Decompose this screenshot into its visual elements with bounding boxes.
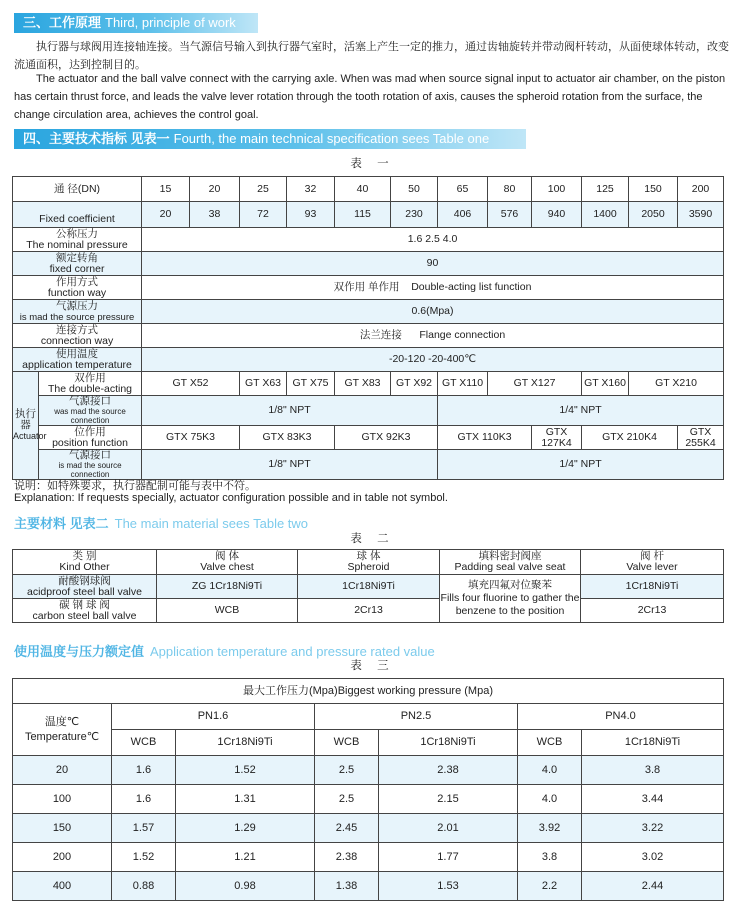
label-en: is mad the source pressure — [19, 311, 135, 323]
dn-value: 125 — [582, 177, 629, 202]
source-connection-value-a: 1/8" NPT — [142, 396, 438, 426]
carbon-steel-row — [13, 599, 724, 623]
pn-group-header: PN4.0 — [518, 704, 724, 730]
double-acting-row — [13, 372, 724, 396]
seat-zh: 填充四氟对位聚苯 — [468, 579, 552, 591]
label-en: is mad the source connection — [58, 461, 122, 479]
pressure-cell: 1.6 — [112, 785, 176, 814]
table-row — [13, 872, 724, 901]
pressure-cell: 3.22 — [582, 814, 724, 843]
position-function-model: GTX 92K3 — [335, 426, 438, 450]
section-3-title-zh: 三、工作原理 — [23, 15, 102, 30]
pressure-cell: 3.92 — [518, 814, 582, 843]
double-acting-model: GT X92 — [391, 372, 438, 396]
position-function-model: GTX 110K3 — [438, 426, 532, 450]
function-way-label — [13, 276, 142, 300]
pressure-cell: 4.0 — [518, 756, 582, 785]
temperature-header — [13, 704, 112, 756]
double-acting-model: GT X160 — [582, 372, 629, 396]
main-material-table — [12, 549, 724, 623]
material-subheader-row — [13, 730, 724, 756]
label-en: The nominal pressure — [26, 238, 128, 251]
fixed-corner-row — [13, 252, 724, 276]
nominal-pressure-label — [13, 228, 142, 252]
temperature-cell: 400 — [13, 872, 112, 901]
fc-value: 3590 — [678, 202, 724, 228]
label-en: Actuator — [13, 431, 47, 441]
pressure-cell: 2.38 — [315, 843, 379, 872]
table-3-caption: 表 三 — [350, 660, 395, 672]
double-acting-model: GT X63 — [240, 372, 287, 396]
dn-value: 15 — [142, 177, 190, 202]
fc-value: 2050 — [629, 202, 678, 228]
pressure-cell: 3.8 — [582, 756, 724, 785]
pressure-cell: 1.31 — [176, 785, 315, 814]
temperature-cell: 100 — [13, 785, 112, 814]
position-function-row — [13, 426, 724, 450]
dn-value: 150 — [629, 177, 678, 202]
nominal-pressure-value: 1.6 2.5 4.0 — [142, 228, 724, 252]
value-zh: 法兰连接 — [359, 329, 402, 341]
value-en: Double-acting list function — [411, 281, 532, 293]
header-en: Kind Other — [59, 561, 110, 573]
value-en: Flange connection — [419, 329, 506, 341]
nominal-pressure-row — [13, 228, 724, 252]
header-zh: 阀 体 — [215, 550, 239, 562]
acidproof-spheroid: 1Cr18Ni9Ti — [298, 575, 440, 599]
pressure-cell: 1.77 — [379, 843, 518, 872]
source-pressure-label — [13, 300, 142, 324]
temperature-title-en: Application temperature and pressure rated value — [150, 644, 435, 659]
label-en: application temperature — [22, 358, 132, 371]
valve-chest-header — [157, 550, 298, 575]
temperature-cell: 150 — [13, 814, 112, 843]
application-temperature-row — [13, 348, 724, 372]
section-4-title-en: Fourth, the main technical specification sees Table one — [173, 131, 490, 146]
table-row — [13, 785, 724, 814]
material-header: 1Cr18Ni9Ti — [582, 730, 724, 756]
label-zh: 额定转角 — [56, 251, 98, 264]
acidproof-lever: 1Cr18Ni9Ti — [581, 575, 724, 599]
table-2-caption: 表 二 — [350, 533, 395, 545]
section-4-heading — [14, 129, 526, 149]
double-acting-model: GT X127 — [488, 372, 582, 396]
header-en: Padding seal valve seat — [454, 561, 566, 573]
label-en: was mad the source connection — [54, 407, 126, 425]
carbon-spheroid: 2Cr13 — [298, 599, 440, 623]
fc-value: 230 — [391, 202, 438, 228]
double-acting-model: GT X210 — [629, 372, 724, 396]
double-acting-label — [39, 372, 142, 396]
pressure-cell: 4.0 — [518, 785, 582, 814]
dn-value: 65 — [438, 177, 488, 202]
fc-value: 20 — [142, 202, 190, 228]
pressure-table-title: 最大工作压力(Mpa)Biggest working pressure (Mpa) — [13, 679, 724, 704]
header-zh: 球 体 — [356, 550, 381, 562]
position-function-label — [39, 426, 142, 450]
acidproof-chest: ZG 1Cr18Ni9Ti — [157, 575, 298, 599]
seat-en: Fills four fluorine to gather the benzene to the position — [440, 592, 580, 617]
carbon-kind — [13, 599, 157, 623]
table-row — [13, 843, 724, 872]
section-3-heading — [14, 13, 258, 33]
fc-value: 940 — [532, 202, 582, 228]
temperature-cell: 20 — [13, 756, 112, 785]
acidproof-row — [13, 575, 724, 599]
pressure-cell: 1.38 — [315, 872, 379, 901]
note-zh: 说明：如特殊要求，执行器配制可能与表中不符。 — [14, 480, 256, 492]
kind-en: carbon steel ball valve — [32, 609, 137, 622]
source-connection-label — [39, 450, 142, 480]
pressure-rating-table — [12, 678, 724, 901]
pressure-cell: 2.2 — [518, 872, 582, 901]
label-en: position function — [52, 436, 128, 449]
principle-paragraph-en: The actuator and the ball valve connect with the carrying axle. When was mad when source signal input to actuator air chamber, on the piston has certain thrust force, and leads the valve lever rotation through the tooth rotation of axis, causes the spheroid rotation from the surface, the change circulation area, achieves the control goal. — [14, 73, 726, 121]
pressure-title-row — [13, 679, 724, 704]
label-en: function way — [47, 286, 107, 299]
material-title-zh: 主要材料 见表二 — [14, 516, 109, 531]
pressure-cell: 1.29 — [176, 814, 315, 843]
actuator-label — [13, 372, 47, 480]
header-en: Valve lever — [626, 561, 678, 573]
valve-lever-header — [581, 550, 724, 575]
source-connection-row-2 — [13, 450, 724, 480]
label-zh: 执行器 — [15, 408, 36, 431]
header-en: Temperature℃ — [24, 730, 100, 743]
dn-value: 100 — [532, 177, 582, 202]
material-header: WCB — [315, 730, 379, 756]
pressure-cell: 1.6 — [112, 756, 176, 785]
header-zh: 填料密封阀座 — [478, 550, 542, 562]
label-en: connection way — [40, 334, 114, 347]
fixed-coefficient-row — [13, 202, 724, 228]
section-3-title-en: Third, principle of work — [105, 15, 236, 30]
carbon-lever: 2Cr13 — [581, 599, 724, 623]
label-zh: 公称压力 — [56, 227, 98, 240]
dn-label: 通 径(DN) — [13, 177, 142, 202]
temperature-cell: 200 — [13, 843, 112, 872]
dn-value: 20 — [190, 177, 240, 202]
header-en: Valve chest — [200, 561, 254, 573]
pn-group-header: PN2.5 — [315, 704, 518, 730]
pressure-cell: 2.15 — [379, 785, 518, 814]
connection-way-value — [142, 324, 724, 348]
dn-value: 32 — [287, 177, 335, 202]
fc-value: 406 — [438, 202, 488, 228]
pressure-cell: 2.01 — [379, 814, 518, 843]
source-connection-value-a: 1/8" NPT — [142, 450, 438, 480]
kind-zh: 耐酸钢球阀 — [58, 574, 111, 587]
source-connection-value-b: 1/4" NPT — [438, 396, 724, 426]
spheroid-header — [298, 550, 440, 575]
dn-value: 50 — [391, 177, 438, 202]
kind-en: acidproof steel ball valve — [27, 585, 142, 598]
double-acting-model: GT X75 — [287, 372, 335, 396]
kind-zh: 碳 钢 球 阀 — [59, 598, 110, 611]
source-pressure-row — [13, 300, 724, 324]
label-zh: 双作用 — [74, 371, 106, 384]
value-zh: 双作用 单作用 — [333, 281, 400, 293]
source-pressure-value: 0.6(Mpa) — [142, 300, 724, 324]
table-1-caption: 表 一 — [350, 158, 395, 170]
double-acting-model: GT X83 — [335, 372, 391, 396]
material-header: 1Cr18Ni9Ti — [379, 730, 518, 756]
seat-header — [440, 550, 581, 575]
pressure-cell: 1.52 — [176, 756, 315, 785]
header-zh: 类 别 — [72, 550, 97, 562]
position-function-model: GTX 75K3 — [142, 426, 240, 450]
temperature-title-zh: 使用温度与压力额定值 — [14, 644, 145, 659]
pressure-cell: 0.98 — [176, 872, 315, 901]
fc-value: 93 — [287, 202, 335, 228]
section-4-title-zh: 四、主要技术指标 见表一 — [23, 131, 170, 146]
table-row — [13, 814, 724, 843]
position-function-model: GTX 127K4 — [532, 426, 582, 450]
label-zh: 使用温度 — [56, 347, 98, 360]
pressure-cell: 0.88 — [112, 872, 176, 901]
pressure-cell: 3.44 — [582, 785, 724, 814]
label-zh: 气源压力 — [56, 299, 98, 312]
material-header: WCB — [518, 730, 582, 756]
double-acting-model: GT X110 — [438, 372, 488, 396]
pressure-cell: 2.45 — [315, 814, 379, 843]
position-function-model: GTX 83K3 — [240, 426, 335, 450]
header-en: Spheroid — [347, 561, 390, 573]
label-zh: 作用方式 — [56, 275, 98, 288]
dn-value: 40 — [335, 177, 391, 202]
double-acting-model: GT X52 — [142, 372, 240, 396]
function-way-row — [13, 276, 724, 300]
source-connection-label — [39, 396, 142, 426]
pressure-cell: 2.5 — [315, 785, 379, 814]
fc-value: 72 — [240, 202, 287, 228]
pressure-cell: 3.8 — [518, 843, 582, 872]
fc-value: 1400 — [582, 202, 629, 228]
source-connection-value-b: 1/4" NPT — [438, 450, 724, 480]
label-zh: 气源接口 — [69, 395, 111, 407]
dn-value: 200 — [678, 177, 724, 202]
fc-value: 38 — [190, 202, 240, 228]
label-en: The double-acting — [47, 382, 133, 395]
principle-paragraph-zh: 执行器与球阀用连接轴连接。当气源信号输入到执行器气室时，活塞上产生一定的推力，通过齿轴旋转并带动阀杆转动，从面使球体转动，改变流通面积，达到控制目的。 — [14, 41, 729, 71]
dn-value: 80 — [488, 177, 532, 202]
table-row — [13, 756, 724, 785]
note-en: Explanation: If requests specially, actuator configuration possible and in table not symbol. — [14, 492, 448, 504]
pn-group-header: PN1.6 — [112, 704, 315, 730]
dn-row — [13, 177, 724, 202]
fc-value: 576 — [488, 202, 532, 228]
pressure-cell: 1.53 — [379, 872, 518, 901]
fc-value: 115 — [335, 202, 391, 228]
label-zh: 位作用 — [74, 425, 106, 438]
function-way-value — [142, 276, 724, 300]
material-header: WCB — [112, 730, 176, 756]
material-header-row — [13, 550, 724, 575]
connection-way-label — [13, 324, 142, 348]
carbon-chest: WCB — [157, 599, 298, 623]
material-title-en: The main material sees Table two — [114, 516, 309, 531]
connection-way-row — [13, 324, 724, 348]
kind-header — [13, 550, 157, 575]
application-temperature-label — [13, 348, 142, 372]
pressure-cell: 1.21 — [176, 843, 315, 872]
pressure-cell: 1.57 — [112, 814, 176, 843]
source-connection-row — [13, 396, 724, 426]
label-en: fixed corner — [49, 262, 105, 275]
seat-material — [440, 575, 581, 623]
acidproof-kind — [13, 575, 157, 599]
pressure-cell: 2.44 — [582, 872, 724, 901]
fixed-corner-label — [13, 252, 142, 276]
pressure-cell: 3.02 — [582, 843, 724, 872]
header-zh: 温度℃ — [44, 715, 80, 728]
fixed-coefficient-label: Fixed coefficient — [13, 202, 142, 228]
material-header: 1Cr18Ni9Ti — [176, 730, 315, 756]
pressure-cell: 2.38 — [379, 756, 518, 785]
technical-spec-table — [12, 176, 724, 480]
pressure-cell: 1.52 — [112, 843, 176, 872]
pressure-group-row — [13, 704, 724, 730]
header-zh: 阀 杆 — [640, 550, 664, 562]
label-zh: 气源接口 — [69, 449, 111, 461]
pressure-cell: 2.5 — [315, 756, 379, 785]
position-function-model: GTX 210K4 — [582, 426, 678, 450]
dn-value: 25 — [240, 177, 287, 202]
fixed-corner-value: 90 — [142, 252, 724, 276]
application-temperature-value: -20-120 -20-400℃ — [142, 348, 724, 372]
position-function-model: GTX 255K4 — [678, 426, 724, 450]
label-zh: 连接方式 — [56, 323, 98, 336]
